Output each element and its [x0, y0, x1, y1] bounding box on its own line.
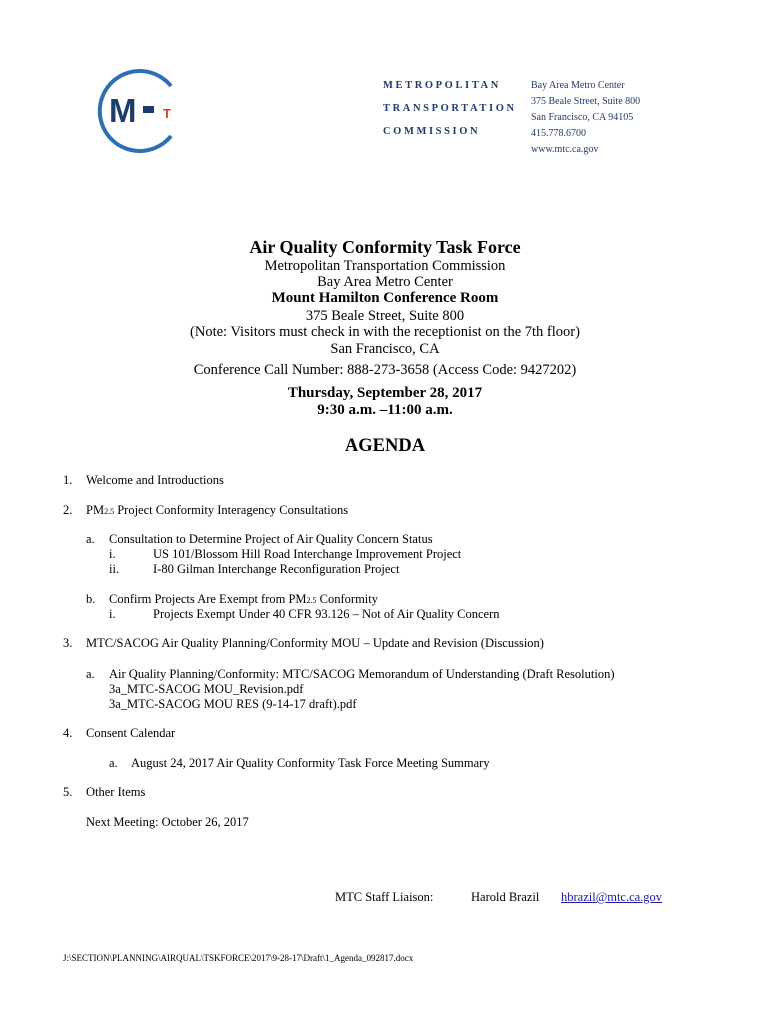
- item-number: 5.: [63, 785, 73, 799]
- address-line: San Francisco, CA 94105: [531, 112, 634, 123]
- next-meeting: Next Meeting: October 26, 2017: [86, 815, 249, 829]
- item-text: Confirm Projects Are Exempt from PM: [109, 592, 307, 606]
- agenda-item-1: Welcome and Introductions: [86, 473, 224, 487]
- item-number: 1.: [63, 473, 73, 487]
- agenda-item-4: Consent Calendar: [86, 726, 176, 740]
- item-letter: a.: [86, 667, 95, 681]
- item-letter: a.: [109, 756, 118, 770]
- agenda-item-2b: [109, 592, 378, 607]
- agenda-item-2: [86, 503, 348, 518]
- header-time: 9:30 a.m. –11:00 a.m.: [317, 402, 453, 418]
- header-street: 375 Beale Street, Suite 800: [305, 308, 465, 324]
- org-line-2: TRANSPORTATION: [383, 103, 517, 114]
- mtc-logo: [93, 66, 185, 154]
- agenda-item-2a-ii: I-80 Gilman Interchange Reconfiguration Project: [153, 562, 400, 576]
- logo-dash: [143, 106, 154, 113]
- header-call: Conference Call Number: 888-273-3658 (Access Code: 9427202): [193, 362, 577, 378]
- header-date: Thursday, September 28, 2017: [287, 385, 483, 401]
- item-text: Project Conformity Interagency Consultations: [114, 503, 349, 517]
- liaison-name: Harold Brazil: [471, 890, 540, 904]
- header-org: Metropolitan Transportation Commission: [264, 258, 506, 274]
- liaison-label: MTC Staff Liaison:: [335, 890, 434, 904]
- org-line-1: METROPOLITAN: [383, 80, 501, 91]
- logo-m-letter: M: [109, 92, 137, 129]
- attachment-link-mou-revision[interactable]: 3a_MTC-SACOG MOU_Revision.pdf: [109, 682, 304, 696]
- file-path: J:\SECTION\PLANNING\AIRQUAL\TSKFORCE\2017\9-28-17\Draft\1_Agenda_092817.docx: [63, 953, 414, 963]
- item-letter: a.: [86, 532, 95, 546]
- item-roman: ii.: [109, 562, 120, 576]
- item-roman: i.: [109, 547, 116, 561]
- logo-t-letter: T: [163, 106, 171, 121]
- liaison-email-link[interactable]: hbrazil@mtc.ca.gov: [561, 890, 663, 904]
- item-number: 4.: [63, 726, 73, 740]
- item-text: Conformity: [316, 592, 379, 606]
- agenda-item-3a: Air Quality Planning/Conformity: MTC/SACOG Memorandum of Understanding (Draft Resolution): [109, 667, 615, 681]
- subscript: 2.5: [306, 596, 317, 605]
- header-venue: Bay Area Metro Center: [317, 274, 453, 290]
- org-line-3: COMMISSION: [383, 126, 481, 137]
- address-line: 415.778.6700: [531, 128, 586, 139]
- item-roman: i.: [109, 607, 116, 621]
- header-city: San Francisco, CA: [330, 341, 440, 357]
- letterhead-address: [531, 78, 640, 158]
- address-line: Bay Area Metro Center: [531, 80, 625, 91]
- address-line: 375 Beale Street, Suite 800: [531, 96, 641, 107]
- item-letter: b.: [86, 592, 96, 606]
- header-note: (Note: Visitors must check in with the receptionist on the 7th floor): [190, 324, 580, 340]
- agenda-item-3: MTC/SACOG Air Quality Planning/Conformity MOU – Update and Revision (Discussion): [86, 636, 544, 650]
- agenda-heading: AGENDA: [344, 436, 426, 456]
- agenda-item-2a-i: US 101/Blossom Hill Road Interchange Improvement Project: [153, 547, 462, 561]
- subscript: 2.5: [104, 507, 115, 516]
- agenda-item-4a: August 24, 2017 Air Quality Conformity Task Force Meeting Summary: [131, 756, 490, 770]
- item-text: PM: [86, 503, 105, 517]
- agenda-item-2a: Consultation to Determine Project of Air Quality Concern Status: [109, 532, 433, 546]
- attachment-link-mou-res[interactable]: 3a_MTC-SACOG MOU RES (9-14-17 draft).pdf: [109, 697, 357, 711]
- item-number: 3.: [63, 636, 73, 650]
- item-number: 2.: [63, 503, 73, 517]
- agenda-item-5: Other Items: [86, 785, 146, 799]
- header-room: Mount Hamilton Conference Room: [271, 290, 499, 306]
- address-line: www.mtc.ca.gov: [531, 144, 599, 155]
- page-title: Air Quality Conformity Task Force: [249, 237, 521, 257]
- agenda-item-2b-i: Projects Exempt Under 40 CFR 93.126 – Not of Air Quality Concern: [153, 607, 500, 621]
